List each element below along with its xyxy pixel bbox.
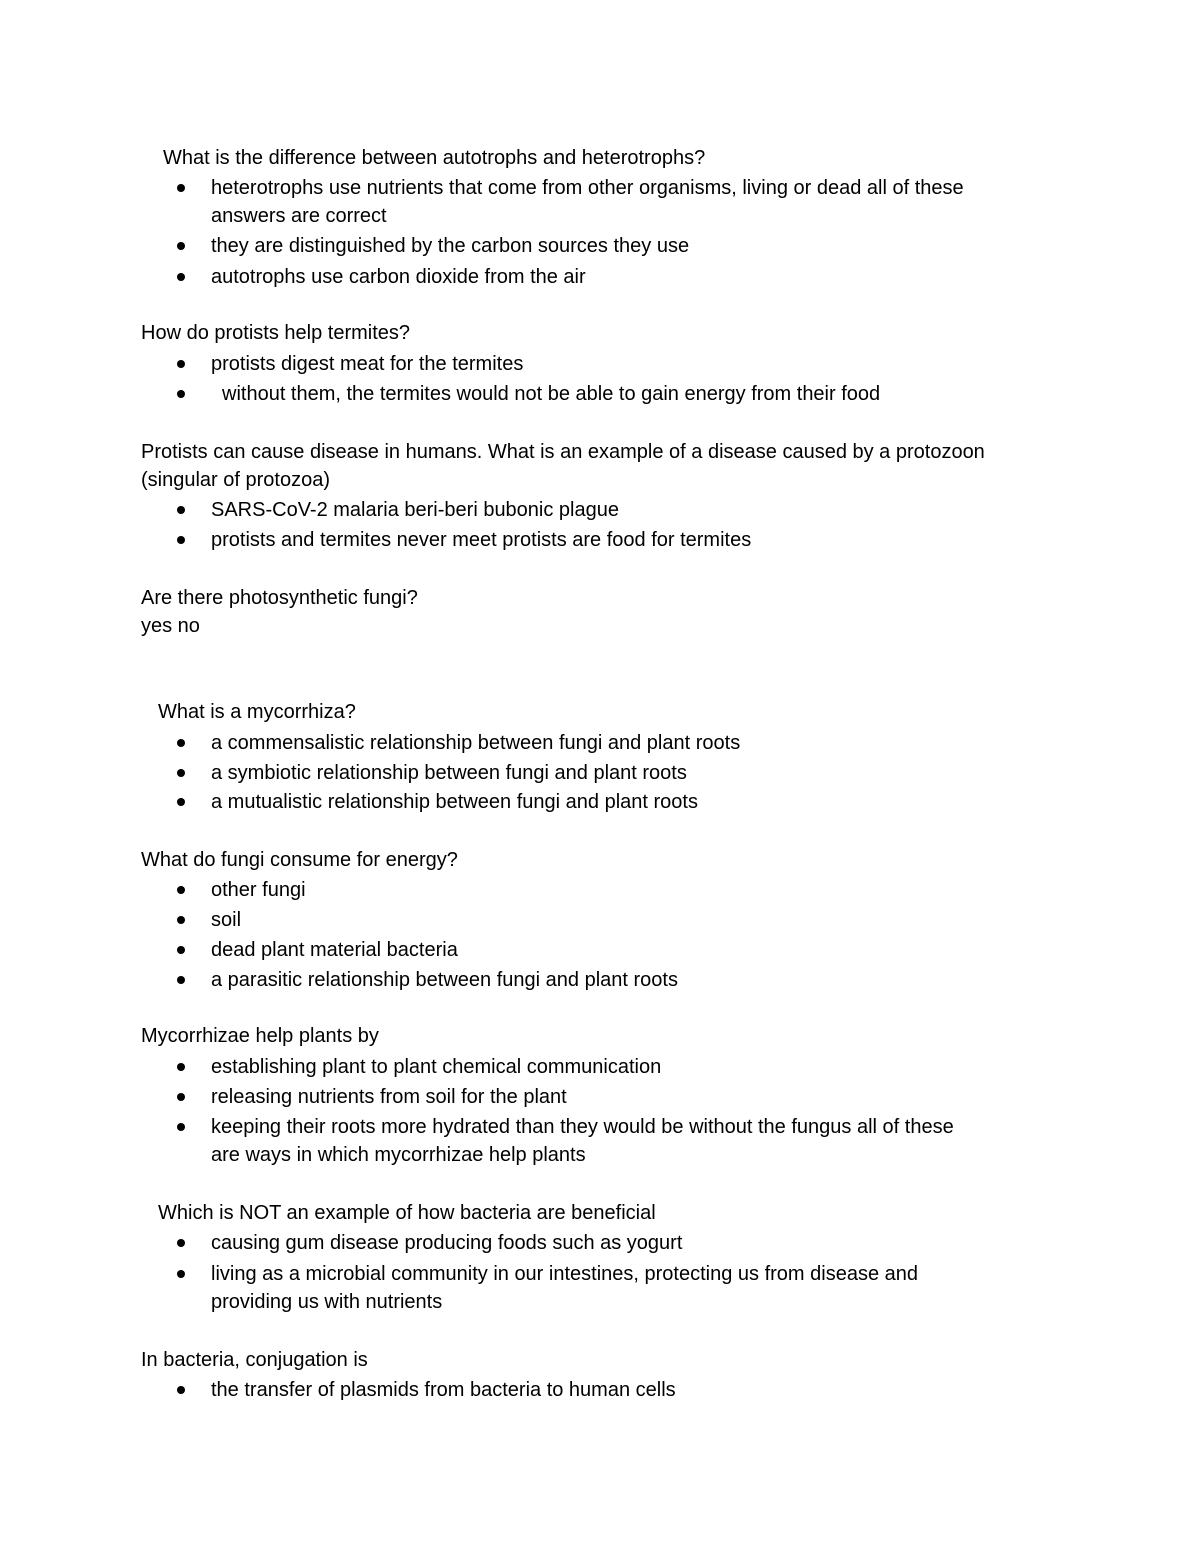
question-1-option-1-line-1: heterotrophs use nutrients that come from other organisms, living or dead all of these xyxy=(211,177,964,199)
question-7-option-2: releasing nutrients from soil for the plant xyxy=(211,1086,567,1108)
bullet-icon xyxy=(177,916,185,924)
bullet-icon xyxy=(177,536,185,544)
bullet-icon xyxy=(177,976,185,984)
bullet-icon xyxy=(177,242,185,250)
question-5-text: What is a mycorrhiza? xyxy=(158,701,356,723)
question-4-answer-line: yes no xyxy=(141,615,200,637)
question-3-option-1: SARS-CoV-2 malaria beri-beri bubonic plague xyxy=(211,499,619,521)
bullet-icon xyxy=(177,273,185,281)
question-7-option-3-line-1: keeping their roots more hydrated than they would be without the fungus all of these xyxy=(211,1116,954,1138)
bullet-icon xyxy=(177,1239,185,1247)
bullet-icon xyxy=(177,886,185,894)
question-1-option-2: they are distinguished by the carbon sources they use xyxy=(211,235,690,257)
question-6-text: What do fungi consume for energy? xyxy=(141,849,458,871)
question-7-option-1: establishing plant to plant chemical communication xyxy=(211,1056,662,1078)
question-2-option-2: without them, the termites would not be able to gain energy from their food xyxy=(222,383,881,405)
question-5-option-3: a mutualistic relationship between fungi and plant roots xyxy=(211,791,698,813)
bullet-icon xyxy=(177,506,185,514)
question-3-text-line-1: Protists can cause disease in humans. What is an example of a disease caused by a protozoon xyxy=(141,441,985,463)
question-9-text: In bacteria, conjugation is xyxy=(141,1349,368,1371)
question-7-option-3-line-2: are ways in which mycorrhizae help plants xyxy=(211,1144,586,1166)
question-1-text: What is the difference between autotrophs and heterotrophs? xyxy=(163,147,706,169)
question-6-option-4: a parasitic relationship between fungi and plant roots xyxy=(211,969,678,991)
bullet-icon xyxy=(177,1093,185,1101)
bullet-icon xyxy=(177,1063,185,1071)
bullet-icon xyxy=(177,360,185,368)
bullet-icon xyxy=(177,769,185,777)
question-6-option-2: soil xyxy=(211,909,242,931)
question-9-option-1: the transfer of plasmids from bacteria to human cells xyxy=(211,1379,676,1401)
bullet-icon xyxy=(177,390,185,398)
question-2-text: How do protists help termites? xyxy=(141,322,411,344)
question-1-option-3: autotrophs use carbon dioxide from the air xyxy=(211,266,586,288)
question-5-option-2: a symbiotic relationship between fungi and plant roots xyxy=(211,762,687,784)
question-6-option-1: other fungi xyxy=(211,879,306,901)
question-8-option-2-line-1: living as a microbial community in our intestines, protecting us from disease and xyxy=(211,1263,918,1285)
bullet-icon xyxy=(177,798,185,806)
question-7-text: Mycorrhizae help plants by xyxy=(141,1025,379,1047)
bullet-icon xyxy=(177,1270,185,1278)
question-8-text: Which is NOT an example of how bacteria are beneficial xyxy=(158,1202,656,1224)
bullet-icon xyxy=(177,1123,185,1131)
question-2-option-1: protists digest meat for the termites xyxy=(211,353,524,375)
question-3-text-line-2: (singular of protozoa) xyxy=(141,469,330,491)
bullet-icon xyxy=(177,946,185,954)
bullet-icon xyxy=(177,184,185,192)
question-6-option-3: dead plant material bacteria xyxy=(211,939,458,961)
question-1-option-1-line-2: answers are correct xyxy=(211,205,387,227)
bullet-icon xyxy=(177,1386,185,1394)
question-8-option-2-line-2: providing us with nutrients xyxy=(211,1291,443,1313)
question-5-option-1: a commensalistic relationship between fungi and plant roots xyxy=(211,732,741,754)
bullet-icon xyxy=(177,739,185,747)
question-4-text: Are there photosynthetic fungi? xyxy=(141,587,418,609)
question-8-option-1: causing gum disease producing foods such as yogurt xyxy=(211,1232,683,1254)
question-3-option-2: protists and termites never meet protists are food for termites xyxy=(211,529,752,551)
